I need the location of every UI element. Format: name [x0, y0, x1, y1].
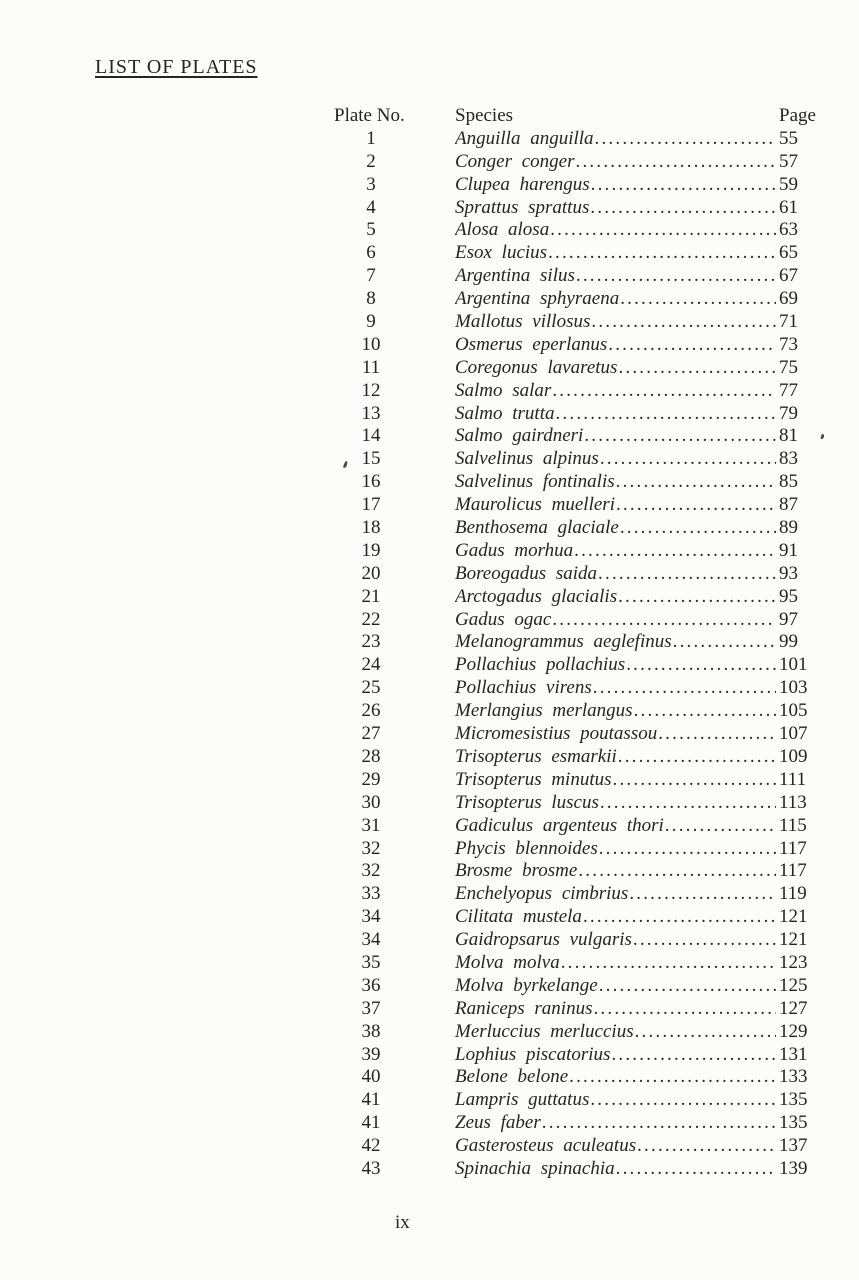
species-cell: [455, 769, 776, 792]
page-number: 119: [779, 883, 807, 905]
table-row: [334, 723, 817, 746]
species-cell: [455, 929, 776, 952]
table-row: [334, 197, 817, 220]
species-name: Sprattus sprattus: [455, 196, 590, 218]
species-cell: [455, 403, 776, 426]
species-cell: [455, 448, 776, 471]
plate-number: 34: [361, 906, 381, 928]
dot-leader: [665, 815, 776, 838]
species-cell: [455, 1112, 776, 1135]
species-cell: [455, 677, 776, 700]
plate-number: 20: [361, 562, 381, 584]
species-cell: [455, 883, 776, 906]
table-row: [334, 128, 817, 151]
plate-number: 39: [361, 1043, 381, 1065]
species-name: Zeus faber: [455, 1112, 541, 1134]
species-cell: [455, 838, 776, 861]
species-cell: [455, 586, 776, 609]
plate-number: 4: [366, 196, 376, 218]
plate-number: 41: [361, 1112, 381, 1134]
plate-number: 24: [361, 654, 381, 676]
plate-number: 26: [361, 700, 381, 722]
species-name: Boreogadus saida: [455, 562, 598, 584]
page-number: 87: [779, 494, 798, 516]
dot-leader: [591, 311, 776, 334]
species-name: Argentina silus: [455, 265, 575, 287]
dot-leader: [635, 1021, 776, 1044]
species-name: Brosme brosme: [455, 860, 578, 882]
table-row: [334, 654, 817, 677]
page-number: 135: [779, 1112, 808, 1134]
table-row: [334, 288, 817, 311]
dot-leader: [620, 517, 776, 540]
page-number-footer: ix: [395, 1212, 410, 1233]
species-cell: [455, 288, 776, 311]
page-number: 89: [779, 517, 798, 539]
species-cell: [455, 1158, 776, 1181]
species-cell: [455, 1044, 776, 1067]
page-number: 121: [779, 906, 808, 928]
table-row: [334, 1021, 817, 1044]
species-cell: [455, 128, 776, 151]
dot-leader: [616, 494, 776, 517]
page-number: 85: [779, 471, 798, 493]
species-name: Benthosema glaciale: [455, 517, 619, 539]
dot-leader: [583, 906, 776, 929]
plate-number: 6: [366, 242, 376, 264]
dot-leader: [548, 242, 776, 265]
plate-number: 17: [361, 494, 381, 516]
page-number: 123: [779, 951, 808, 973]
species-cell: [455, 471, 776, 494]
plate-number: 9: [366, 311, 376, 333]
species-name: Gadus ogac: [455, 608, 552, 630]
species-cell: [455, 1135, 776, 1158]
page-number: 103: [779, 677, 808, 699]
plate-number: 29: [361, 768, 381, 790]
dot-leader: [576, 151, 776, 174]
species-name: Molva byrkelange: [455, 974, 598, 996]
plate-number: 12: [361, 379, 381, 401]
table-row: [334, 815, 817, 838]
dot-leader: [599, 838, 776, 861]
page-number: 105: [779, 700, 808, 722]
column-header-plate-no: Plate No.: [334, 105, 405, 126]
species-cell: [455, 746, 776, 769]
table-row: [334, 677, 817, 700]
species-cell: [455, 151, 776, 174]
plate-number: 1: [366, 127, 376, 149]
species-name: Trisopterus minutus: [455, 768, 612, 790]
page-number: 113: [779, 791, 807, 813]
dot-leader: [561, 952, 776, 975]
species-name: Melanogrammus aeglefinus: [455, 631, 672, 653]
species-cell: [455, 700, 776, 723]
dot-leader: [591, 174, 776, 197]
species-cell: [455, 1089, 776, 1112]
species-name: Raniceps raninus: [455, 997, 593, 1019]
dot-leader: [620, 288, 776, 311]
dot-leader: [608, 334, 776, 357]
page-number: 73: [779, 333, 798, 355]
dot-leader: [590, 197, 776, 220]
species-name: Cilitata mustela: [455, 906, 582, 928]
table-row: [334, 471, 817, 494]
plate-number: 30: [361, 791, 381, 813]
species-name: Osmerus eperlanus: [455, 333, 608, 355]
species-cell: [455, 357, 776, 380]
species-name: Argentina sphyraena: [455, 288, 620, 310]
table-row: [334, 151, 817, 174]
page-number: 57: [779, 150, 798, 172]
table-row: [334, 1112, 817, 1135]
species-cell: [455, 540, 776, 563]
plate-number: 32: [361, 860, 381, 882]
table-row: [334, 929, 817, 952]
species-cell: [455, 654, 776, 677]
plate-number: 42: [361, 1135, 381, 1157]
table-row: [334, 403, 817, 426]
plate-number: 28: [361, 745, 381, 767]
species-cell: [455, 1021, 776, 1044]
dot-leader: [600, 448, 776, 471]
page-number: 131: [779, 1043, 808, 1065]
dot-leader: [542, 1112, 776, 1135]
dot-leader: [552, 380, 776, 403]
table-row: [334, 1089, 817, 1112]
page-number: 91: [779, 539, 798, 561]
table-row: [334, 609, 817, 632]
page-number: 59: [779, 173, 798, 195]
species-name: Lampris guttatus: [455, 1089, 590, 1111]
page-number: 83: [779, 448, 798, 470]
table-row: [334, 219, 817, 242]
table-row: [334, 357, 817, 380]
table-header-row: [334, 105, 817, 128]
plate-number: 8: [366, 288, 376, 310]
page-number: 61: [779, 196, 798, 218]
page-number: 93: [779, 562, 798, 584]
table-row: [334, 1158, 817, 1181]
table-row: [334, 998, 817, 1021]
dot-leader: [595, 128, 776, 151]
species-name: Belone belone: [455, 1066, 569, 1088]
species-name: Spinachia spinachia: [455, 1157, 615, 1179]
page-number: 135: [779, 1089, 808, 1111]
species-cell: [455, 906, 776, 929]
species-name: Salmo gairdneri: [455, 425, 584, 447]
plate-number: 36: [361, 974, 381, 996]
table-row: [334, 1044, 817, 1067]
species-name: Lophius piscatorius: [455, 1043, 611, 1065]
species-cell: [455, 792, 776, 815]
species-cell: [455, 609, 776, 632]
species-name: Merlangius merlangus: [455, 700, 633, 722]
dot-leader: [613, 769, 776, 792]
page-number: 63: [779, 219, 798, 241]
species-name: Merluccius merluccius: [455, 1020, 634, 1042]
table-row: [334, 700, 817, 723]
species-cell: [455, 219, 776, 242]
dot-leader: [584, 425, 776, 448]
plate-number: 38: [361, 1020, 381, 1042]
page-number: 71: [779, 311, 798, 333]
species-cell: [455, 380, 776, 403]
column-header-species-label: Species: [455, 105, 514, 126]
dot-leader: [673, 631, 776, 654]
species-name: Gadus morhua: [455, 539, 574, 561]
dot-leader: [618, 746, 776, 769]
page-number: 111: [779, 768, 807, 790]
species-cell: [455, 1066, 776, 1089]
page-number: 121: [779, 929, 808, 951]
table-row: [334, 265, 817, 288]
table-row: [334, 860, 817, 883]
plate-number: 34: [361, 929, 381, 951]
dot-leader: [600, 792, 776, 815]
plate-number: 32: [361, 837, 381, 859]
dot-leader: [637, 1135, 776, 1158]
plate-number: 33: [361, 883, 381, 905]
plate-number: 41: [361, 1089, 381, 1111]
plate-number: 5: [366, 219, 376, 241]
species-cell: [455, 242, 776, 265]
plate-number: 22: [361, 608, 381, 630]
dot-leader: [578, 860, 776, 883]
table-row: [334, 448, 817, 471]
page-number: 79: [779, 402, 798, 424]
species-name: Salmo salar: [455, 379, 552, 401]
species-name: Enchelyopus cimbrius: [455, 883, 629, 905]
dot-leader: [576, 265, 776, 288]
species-name: Esox lucius: [455, 242, 548, 264]
species-cell: [455, 998, 776, 1021]
species-name: Clupea harengus: [455, 173, 590, 195]
species-cell: [455, 425, 776, 448]
species-name: Arctogadus glacialis: [455, 585, 618, 607]
plate-number: 27: [361, 723, 381, 745]
species-cell: [455, 197, 776, 220]
plate-number: 3: [366, 173, 376, 195]
species-name: Molva molva: [455, 951, 560, 973]
species-cell: [455, 517, 776, 540]
species-name: Gasterosteus aculeatus: [455, 1135, 637, 1157]
plate-number: 7: [366, 265, 376, 287]
page-number: 101: [779, 654, 808, 676]
dot-leader: [626, 654, 776, 677]
page-number: 65: [779, 242, 798, 264]
table-row: [334, 380, 817, 403]
table-row: [334, 311, 817, 334]
page-title: LIST OF PLATES: [95, 56, 258, 78]
species-name: Micromesistius poutassou: [455, 723, 658, 745]
dot-leader: [634, 700, 776, 723]
page-number: 75: [779, 356, 798, 378]
species-name: Pollachius virens: [455, 677, 592, 699]
species-cell: [455, 334, 776, 357]
species-name: Salmo trutta: [455, 402, 555, 424]
plate-number: 21: [361, 585, 381, 607]
plate-number: 10: [361, 333, 381, 355]
page-number: 97: [779, 608, 798, 630]
table-row: [334, 174, 817, 197]
table-row: [334, 1066, 817, 1089]
species-name: Anguilla anguilla: [455, 127, 594, 149]
species-name: Mallotus villosus: [455, 311, 591, 333]
table-row: [334, 792, 817, 815]
page-number: 115: [779, 814, 807, 836]
dot-leader: [618, 357, 776, 380]
page-number: 129: [779, 1020, 808, 1042]
plate-number: 14: [361, 425, 381, 447]
plate-number: 11: [361, 356, 381, 378]
plate-number: 23: [361, 631, 381, 653]
dot-leader: [616, 1158, 776, 1181]
dot-leader: [629, 883, 776, 906]
plate-number: 35: [361, 951, 381, 973]
table-row: [334, 540, 817, 563]
dot-leader: [616, 471, 776, 494]
table-row: [334, 952, 817, 975]
species-cell: [455, 563, 776, 586]
species-cell: [455, 174, 776, 197]
species-cell: [455, 723, 776, 746]
plate-number: 16: [361, 471, 381, 493]
plate-number: 13: [361, 402, 381, 424]
dot-leader: [618, 586, 776, 609]
table-row: [334, 517, 817, 540]
page-number: 139: [779, 1157, 808, 1179]
species-name: Maurolicus muelleri: [455, 494, 615, 516]
scan-artifact: [821, 434, 825, 439]
table-row: [334, 334, 817, 357]
column-header-page: Page: [779, 105, 816, 126]
species-cell: [455, 311, 776, 334]
dot-leader: [593, 677, 776, 700]
table-row: [334, 631, 817, 654]
plate-number: 31: [361, 814, 381, 836]
page-number: 133: [779, 1066, 808, 1088]
species-name: Salvelinus alpinus: [455, 448, 599, 470]
plate-number: 2: [366, 150, 376, 172]
dot-leader: [633, 929, 776, 952]
plate-number: 43: [361, 1157, 381, 1179]
species-cell: [455, 265, 776, 288]
dot-leader: [611, 1044, 776, 1067]
dot-leader: [552, 609, 776, 632]
species-cell: [455, 631, 776, 654]
table-row: [334, 1135, 817, 1158]
page-number: 69: [779, 288, 798, 310]
table-row: [334, 494, 817, 517]
plate-number: 40: [361, 1066, 381, 1088]
dot-leader: [574, 540, 776, 563]
table-row: [334, 883, 817, 906]
page-number: 67: [779, 265, 798, 287]
table-row: [334, 769, 817, 792]
table-body: [334, 128, 817, 1181]
page-number: 109: [779, 745, 808, 767]
page-number: 95: [779, 585, 798, 607]
dot-leader: [599, 975, 776, 998]
table-row: [334, 586, 817, 609]
dot-leader: [593, 998, 776, 1021]
page-number: 77: [779, 379, 798, 401]
page-number: 81: [779, 425, 798, 447]
plate-number: 19: [361, 539, 381, 561]
species-cell: [455, 860, 776, 883]
dot-leader: [590, 1089, 776, 1112]
dot-leader: [658, 723, 776, 746]
species-name: Salvelinus fontinalis: [455, 471, 615, 493]
column-header-species: [455, 105, 776, 128]
species-name: Coregonus lavaretus: [455, 356, 618, 378]
species-name: Gaidropsarus vulgaris: [455, 929, 632, 951]
table-row: [334, 906, 817, 929]
page-number: 125: [779, 974, 808, 996]
page-number: 117: [779, 837, 807, 859]
dot-leader: [598, 563, 776, 586]
species-name: Phycis blennoides: [455, 837, 598, 859]
table-row: [334, 425, 817, 448]
table-row: [334, 746, 817, 769]
plate-number: 25: [361, 677, 381, 699]
species-name: Pollachius pollachius: [455, 654, 626, 676]
dot-leader: [569, 1066, 776, 1089]
plate-number: 15: [361, 448, 381, 470]
species-name: Trisopterus luscus: [455, 791, 599, 813]
page-number: 55: [779, 127, 798, 149]
page-number: 99: [779, 631, 798, 653]
species-name: Conger conger: [455, 150, 575, 172]
species-cell: [455, 975, 776, 998]
page-number: 137: [779, 1135, 808, 1157]
plate-number: 18: [361, 517, 381, 539]
species-cell: [455, 494, 776, 517]
page-number: 117: [779, 860, 807, 882]
table-row: [334, 563, 817, 586]
plate-number: 37: [361, 997, 381, 1019]
page-number: 107: [779, 723, 808, 745]
plates-table: [334, 105, 817, 1181]
table-row: [334, 838, 817, 861]
species-cell: [455, 815, 776, 838]
species-name: Alosa alosa: [455, 219, 550, 241]
species-cell: [455, 952, 776, 975]
page-number: 127: [779, 997, 808, 1019]
dot-leader: [555, 403, 776, 426]
table-row: [334, 242, 817, 265]
dot-leader: [550, 219, 776, 242]
table-row: [334, 975, 817, 998]
species-name: Gadiculus argenteus thori: [455, 814, 664, 836]
species-name: Trisopterus esmarkii: [455, 745, 617, 767]
